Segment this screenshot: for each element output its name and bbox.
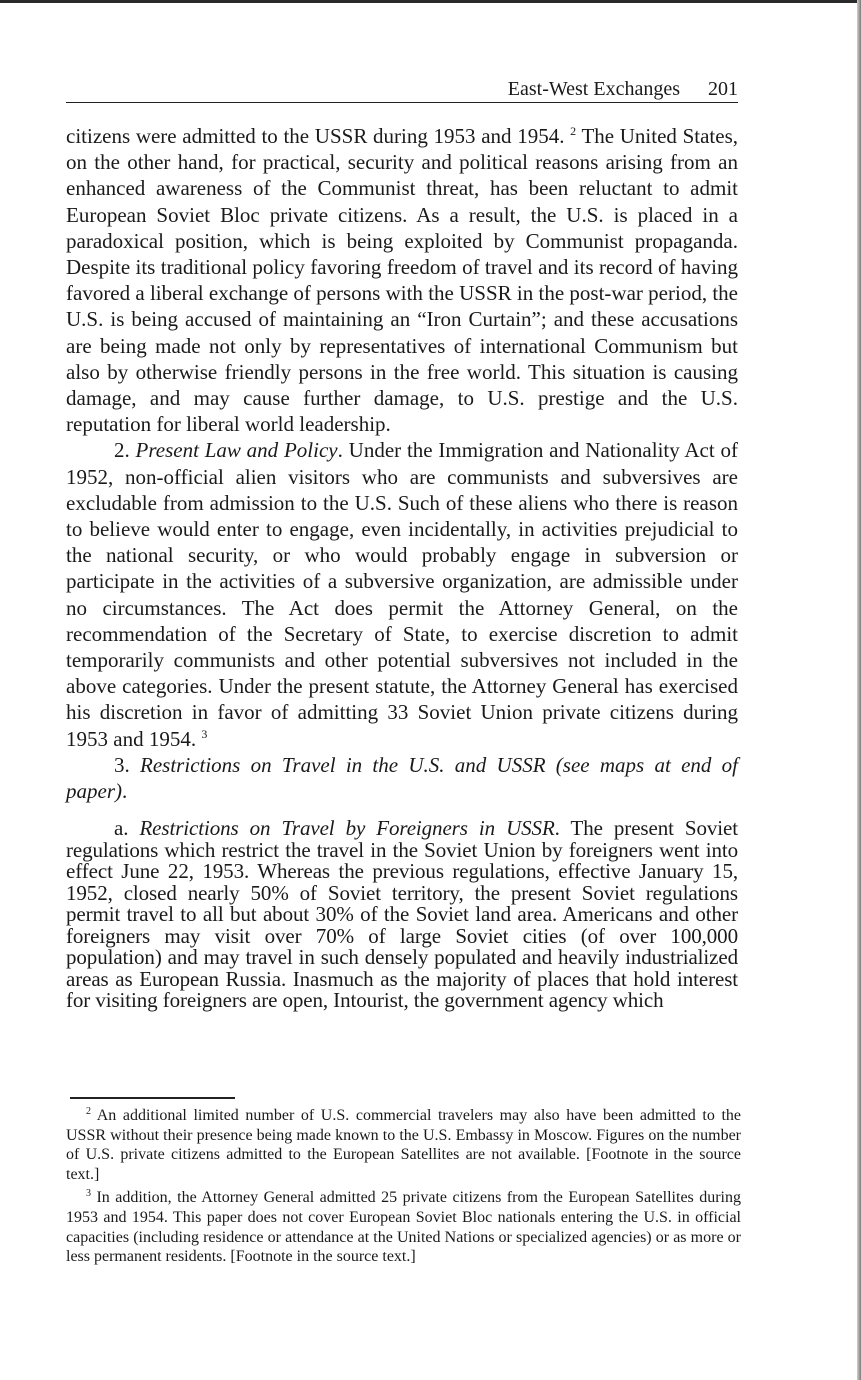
- paragraph-4-heading: Restrictions on Travel by Foreigners in USSR: [139, 816, 555, 841]
- paragraph-3-text: .: [122, 779, 128, 804]
- paragraph-2: [66, 437, 738, 751]
- top-border: [0, 0, 861, 3]
- paragraph-4-number: a.: [114, 816, 140, 841]
- footnote-2: [66, 1106, 741, 1184]
- page-number: 201: [708, 78, 738, 100]
- running-title: East-West Exchanges: [507, 78, 680, 100]
- paragraph-3-number: 3.: [114, 752, 141, 777]
- paragraph-3-heading: Restrictions on Travel in the U.S. and USSR (see maps at end of paper): [66, 752, 739, 804]
- paragraph-3: [66, 752, 738, 804]
- footnotes: [66, 1106, 741, 1271]
- paragraph-1: [66, 123, 738, 437]
- footnote-divider: [70, 1097, 235, 1099]
- paragraph-4-text: . The present Soviet regulations which restrict the travel in the Soviet Union by foreigners went into effect June 22, 1953. Whereas the previous regulations, effective January 15, 1952, closed nearly 50% of Soviet territory, the present Soviet regulations permit travel to all but about 30% of the Soviet land area. Americans and other foreigners may visit over 70% of large Soviet cities (of over 100,000 population) and may travel in such densely populated and heavily industrialized areas as European Russia. Inasmuch as the majority of places that hold interest for visiting foreigners are open, Intourist, the government agency which: [66, 816, 738, 1013]
- paragraph-2-heading: Present Law and Policy: [135, 438, 338, 463]
- paragraph-2-number: 2.: [114, 438, 136, 463]
- footnote-3-text: In addition, the Attorney General admitted 25 private citizens from the European Satellites during 1953 and 1954. This paper does not cover European Soviet Bloc nationals entering the U.S. in official capacities (including residence or attendance at the United Nations or specialized agencies) or as more or less permanent residents. [Footnote in the source text.]: [66, 1189, 741, 1266]
- paragraph-2-text: . Under the Immigration and Nationality Act of 1952, non-official alien visitors who are communists and subversives are excludable from admission to the U.S. Such of these aliens who there is reason to believe would enter to engage, even incidentally, in activities prejudicial to the national security, or who would probably engage in subversion or participate in the activities of a subversive organization, are admissible under no circumstances. The Act does permit the Attorney General, on the recommendation of the Secretary of State, to exercise discretion to admit temporarily communists and other potential subversives not included in the above categories. Under the present statute, the Attorney General has exercised his discretion in favor of admitting 33 Soviet Union private citizens during 1953 and 1954.: [66, 438, 738, 751]
- paragraph-1-text-a: citizens were admitted to the USSR during 1953 and 1954.: [66, 124, 565, 148]
- running-header: [66, 78, 738, 103]
- footnote-ref-2: 2: [570, 124, 577, 138]
- main-text: [66, 123, 738, 1012]
- footnote-3-marker: 3: [86, 1188, 91, 1200]
- footnote-2-marker: 2: [86, 1106, 91, 1117]
- footnote-3: [66, 1188, 741, 1266]
- paragraph-4: [66, 818, 738, 1012]
- paragraph-1-text-b: The United States, on the other hand, for practical, security and political reasons arising from an enhanced awareness of the Communist threat, has been reluctant to admit European Soviet Bloc private citizens. As a result, the U.S. is placed in a paradoxical position, which is being exploited by Communist propaganda. Despite its traditional policy favoring freedom of travel and its record of having favored a liberal exchange of persons with the USSR in the post-war period, the U.S. is being accused of maintaining an “Iron Curtain”; and these accusations are being made not only by representatives of international Communism but also by otherwise friendly persons in the free world. This situation is causing damage, and may cause further damage, to U.S. prestige and the U.S. reputation for liberal world leadership.: [66, 124, 739, 437]
- footnote-ref-3: 3: [201, 726, 208, 741]
- footnote-2-text: An additional limited number of U.S. commercial travelers may also have been admitted to the USSR without their presence being made known to the U.S. Embassy in Moscow. Figures on the number of U.S. private citizens admitted to the European Satellites are not available. [Footnote in the source text.]: [66, 1107, 741, 1183]
- page-edge-shadow: [857, 0, 861, 1380]
